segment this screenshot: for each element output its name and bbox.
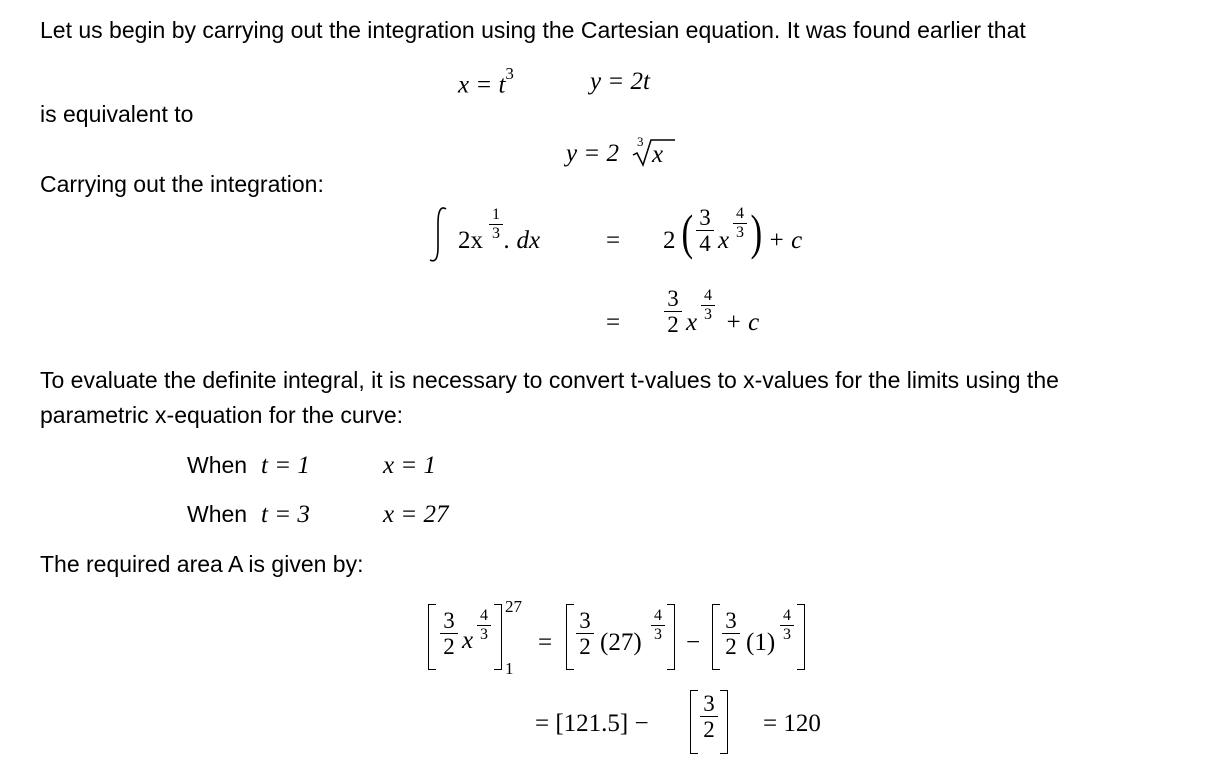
limit-label-2: When (187, 501, 248, 527)
term1-value: (27) (600, 629, 642, 656)
exp-num: 4 (654, 607, 662, 624)
var-x: x (686, 309, 698, 336)
right-bracket (667, 604, 675, 670)
required-area-text: The required area A is given by: (40, 551, 364, 577)
term2-value: (1) (746, 629, 776, 656)
exp-num: 4 (736, 205, 744, 222)
frac-den: 2 (443, 634, 455, 659)
frac-num: 3 (703, 691, 715, 716)
frac-num: 3 (725, 608, 737, 633)
integrand-dx: . dx (504, 227, 541, 254)
term1-exponent (651, 608, 665, 643)
area-equals: = (538, 629, 553, 656)
equivalent-text: is equivalent to (40, 101, 194, 127)
term2-fraction (722, 609, 740, 658)
exp-den: 3 (480, 626, 488, 643)
var-x: x (718, 227, 730, 254)
right-bracket (797, 604, 805, 670)
left-bracket (566, 604, 574, 670)
step1-coef: 2 (663, 227, 676, 254)
parametric-x-equation (458, 64, 514, 99)
frac-den: 2 (579, 634, 591, 659)
evaluate-text-line1: To evaluate the definite integral, it is necessary to convert t-values to x-values for the limits using the (40, 367, 1059, 393)
left-bracket (690, 690, 698, 754)
integrand-coef: 2x (458, 227, 483, 254)
term1-fraction (576, 609, 594, 658)
plus-c: + c (725, 309, 760, 336)
equals-sign-1: = (606, 227, 621, 254)
limit-t-1 (261, 453, 310, 478)
radicand-x: x (652, 141, 664, 168)
area-fraction (440, 609, 458, 658)
frac-den: 4 (699, 231, 711, 256)
integrand (458, 228, 483, 253)
parametric-y: y = 2t (590, 68, 650, 95)
frac-num: 3 (443, 608, 455, 633)
limit-x-2 (383, 502, 448, 527)
step2-exponent (701, 288, 715, 323)
area-result: = 120 (763, 710, 821, 737)
step1-exponent (733, 206, 747, 241)
exp-den: 3 (704, 306, 712, 323)
left-paren: ( (681, 204, 694, 260)
line2-fraction (700, 692, 718, 741)
right-bracket (494, 604, 502, 670)
step2-var (686, 310, 697, 335)
term2-exponent (780, 608, 794, 643)
area-line2-prefix: = [121.5] − (535, 710, 649, 737)
step2-tail (725, 310, 759, 335)
x-eq: x = 1 (383, 452, 436, 479)
integral-sign-icon (426, 205, 452, 265)
left-bracket (428, 604, 436, 670)
upper-limit: 27 (505, 597, 522, 616)
equals-sign-2: = (606, 309, 621, 336)
exp-den: 3 (736, 224, 744, 241)
frac-den: 2 (703, 717, 715, 742)
lower-limit: 1 (505, 659, 514, 678)
cartesian-root-index: 3 (637, 134, 644, 149)
limit-label-1: When (187, 452, 248, 478)
parametric-x: x = t (458, 71, 506, 99)
exp-num: 1 (492, 206, 500, 223)
parametric-y-equation (590, 69, 650, 94)
right-paren: ) (750, 204, 763, 260)
cartesian-radicand (652, 142, 663, 167)
plus-c: + c (768, 227, 803, 254)
left-bracket (712, 604, 720, 670)
cartesian-lhs: y = 2 (566, 140, 619, 167)
right-bracket (720, 690, 728, 754)
area-minus: − (686, 629, 701, 656)
area-exponent (477, 608, 491, 643)
var-x: x (462, 627, 474, 654)
exp-num: 4 (480, 607, 488, 624)
frac-den: 2 (667, 312, 679, 337)
integrand-exponent (489, 207, 503, 242)
frac-den: 2 (725, 634, 737, 659)
exp-den: 3 (492, 225, 500, 242)
integrand-tail (504, 228, 540, 253)
parametric-x-exponent: 3 (505, 64, 514, 83)
limit-t-2 (261, 502, 310, 527)
step2-fraction (664, 287, 682, 336)
t-eq: t = 3 (261, 501, 310, 528)
exp-num: 4 (704, 287, 712, 304)
limit-x-1 (383, 453, 436, 478)
cartesian-equation (566, 141, 619, 166)
evaluate-text-line2: parametric x-equation for the curve: (40, 402, 404, 428)
t-eq: t = 1 (261, 452, 310, 479)
area-var (462, 628, 473, 653)
step1-tail (768, 228, 802, 253)
intro-text: Let us begin by carrying out the integration using the Cartesian equation. It was found earlier that (40, 17, 1026, 43)
exp-den: 3 (783, 626, 791, 643)
frac-num: 3 (579, 608, 591, 633)
frac-num: 3 (667, 286, 679, 311)
exp-den: 3 (654, 626, 662, 643)
step1-fraction (696, 206, 714, 255)
step1-var (718, 228, 729, 253)
frac-num: 3 (699, 205, 711, 230)
x-eq: x = 27 (383, 501, 449, 528)
exp-num: 4 (783, 607, 791, 624)
carrying-out-text: Carrying out the integration: (40, 171, 324, 197)
